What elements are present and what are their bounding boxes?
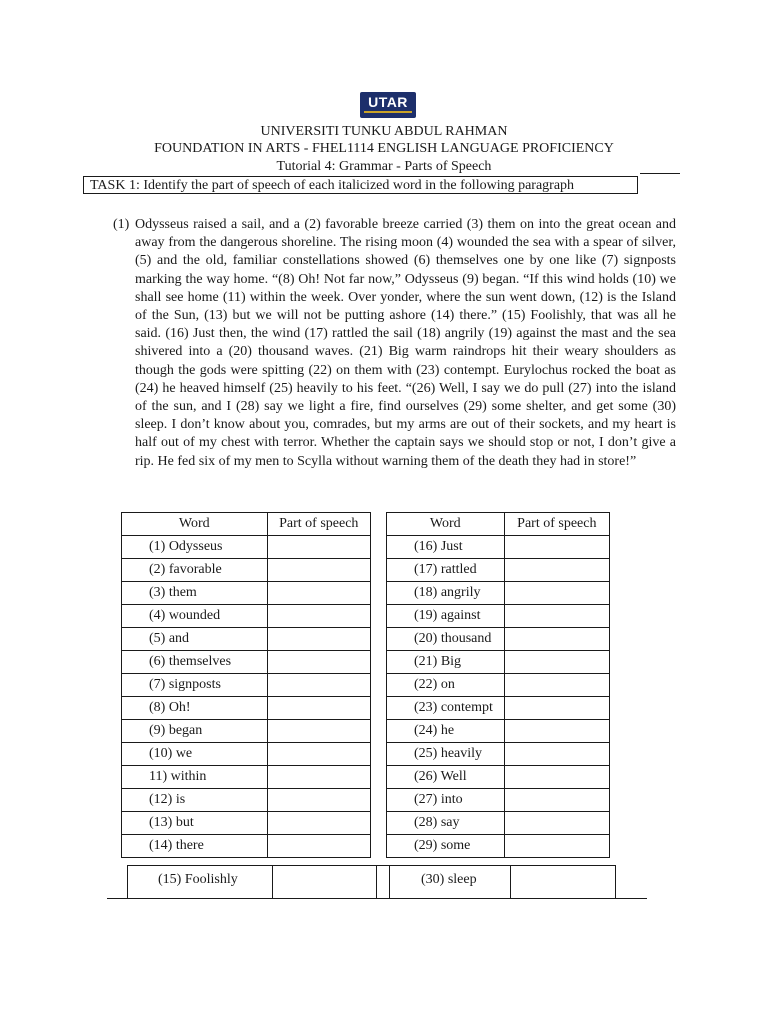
word-cell: (1) Odysseus <box>122 536 268 559</box>
answer-cell[interactable] <box>267 605 370 628</box>
word-cell: (10) we <box>122 743 268 766</box>
word-cell: (2) favorable <box>122 559 268 582</box>
word-cell: (8) Oh! <box>122 697 268 720</box>
word-cell: (26) Well <box>387 766 505 789</box>
table-row <box>387 536 610 559</box>
word-cell: (3) them <box>122 582 268 605</box>
word-cell: (16) Just <box>387 536 505 559</box>
answer-cell[interactable] <box>267 697 370 720</box>
table-row <box>387 766 610 789</box>
answer-cell[interactable] <box>267 720 370 743</box>
table-row <box>387 651 610 674</box>
word-header: Word <box>122 513 268 536</box>
tutorial-title: Tutorial 4: Grammar - Parts of Speech <box>276 159 492 174</box>
table-row <box>387 835 610 858</box>
word-cell: (17) rattled <box>387 559 505 582</box>
word-cell: (20) thousand <box>387 628 505 651</box>
table-row <box>122 582 371 605</box>
word-header: Word <box>387 513 505 536</box>
table-row <box>122 743 371 766</box>
table-row <box>387 697 610 720</box>
table-row <box>122 835 371 858</box>
table-row <box>122 812 371 835</box>
table-header-row <box>122 513 371 536</box>
answer-cell[interactable] <box>504 835 609 858</box>
word-cell: (18) angrily <box>387 582 505 605</box>
table-row <box>387 720 610 743</box>
extra-spacer-cell <box>376 865 390 899</box>
answer-cell[interactable] <box>504 789 609 812</box>
utar-logo <box>360 92 416 118</box>
table-header-row <box>387 513 610 536</box>
word-cell: (5) and <box>122 628 268 651</box>
word-cell: (21) Big <box>387 651 505 674</box>
answer-cell[interactable] <box>267 743 370 766</box>
course-title: FOUNDATION IN ARTS - FHEL1114 ENGLISH LANGUAGE PROFICIENCY <box>154 141 614 156</box>
answer-cell[interactable] <box>504 743 609 766</box>
answer-cell[interactable] <box>267 835 370 858</box>
word-cell: (6) themselves <box>122 651 268 674</box>
word-cell: (14) there <box>122 835 268 858</box>
table-row <box>122 789 371 812</box>
exercise-paragraph: Odysseus raised a sail, and a (2) favorable breeze carried (3) them on into the great ocean and away from the dangerous shoreline. The rising moon (4) wounded the sea with a spear of silver, (5) and the old, familiar constellations showed (6) themselves one by one like (7) signposts marking the way home. “(8) Oh! Not far now,” Odysseus (9) began. “If this wind holds (10) we shall see home (11) within the week. Over yonder, where the sun went down, (12) is the Island of the Sun, (13) but we will not be putting ashore (14) there.” (15) Foolishly, that was all he said. (16) Just then, the wind (17) rattled the sail (18) angrily (19) against the mast and the sea shivered into a (20) thousand waves. (21) Big warm raindrops hit their weary shoulders as though the gods were spitting (22) on them with (23) contempt. Eurylochus rocked the boat as (24) he heaved himself (25) heavily to his feet. “(26) Well, I say we do pull (27) into the island of the sun, and I (28) say we light a fire, find ourselves (29) some shelter, and get some (30) sleep. I don’t know about you, comrades, but my arms are out of their sockets, and my heart is half out of my chest with terror. Whether the captain says we should stop or not, I don’t give a rip. He fed six of my men to Scylla without warning them of the death they had in store!” <box>135 217 676 469</box>
paragraph-number: (1) <box>113 217 130 232</box>
word-cell: (25) heavily <box>387 743 505 766</box>
word-cell: (4) wounded <box>122 605 268 628</box>
word-cell: 11) within <box>122 766 268 789</box>
table-row <box>122 651 371 674</box>
pos-header: Part of speech <box>267 513 370 536</box>
table-row <box>122 720 371 743</box>
word-cell: (13) but <box>122 812 268 835</box>
table-row <box>387 628 610 651</box>
answer-cell[interactable] <box>267 651 370 674</box>
answer-cell[interactable] <box>267 674 370 697</box>
answer-cell[interactable] <box>267 559 370 582</box>
word-cell: (29) some <box>387 835 505 858</box>
table-row <box>387 743 610 766</box>
word-cell: (28) say <box>387 812 505 835</box>
table-row <box>387 789 610 812</box>
word-cell: (9) began <box>122 720 268 743</box>
right-word-table <box>386 512 610 858</box>
logo-text: UTAR <box>368 94 408 110</box>
table-row <box>122 766 371 789</box>
table-row <box>122 536 371 559</box>
answer-cell[interactable] <box>504 766 609 789</box>
extra-answer-cell-right[interactable] <box>510 865 616 899</box>
table-row <box>122 628 371 651</box>
answer-cell[interactable] <box>267 812 370 835</box>
word-cell: (23) contempt <box>387 697 505 720</box>
word-cell: (7) signposts <box>122 674 268 697</box>
answer-cell[interactable] <box>267 536 370 559</box>
answer-cell[interactable] <box>504 582 609 605</box>
word-cell: (12) is <box>122 789 268 812</box>
word-cell: (22) on <box>387 674 505 697</box>
extra-answer-cell-left[interactable] <box>272 865 377 899</box>
answer-cell[interactable] <box>267 628 370 651</box>
word-cell: (19) against <box>387 605 505 628</box>
answer-cell[interactable] <box>267 766 370 789</box>
logo-stripe <box>364 111 412 113</box>
answer-cell[interactable] <box>504 536 609 559</box>
left-word-table <box>121 512 371 858</box>
answer-cell[interactable] <box>504 812 609 835</box>
task-instruction: TASK 1: Identify the part of speech of each italicized word in the following paragraph <box>83 176 638 194</box>
table-row <box>387 674 610 697</box>
extra-word-cell-right: (30) sleep <box>389 865 511 899</box>
answer-cell[interactable] <box>267 789 370 812</box>
answer-cell[interactable] <box>504 697 609 720</box>
answer-cell[interactable] <box>504 651 609 674</box>
table-row <box>387 605 610 628</box>
table-row <box>122 605 371 628</box>
answer-cell[interactable] <box>504 674 609 697</box>
pos-header: Part of speech <box>504 513 609 536</box>
word-cell: (24) he <box>387 720 505 743</box>
answer-cell[interactable] <box>504 559 609 582</box>
answer-cell[interactable] <box>504 720 609 743</box>
table-row <box>122 674 371 697</box>
bottom-rule <box>107 898 647 899</box>
extra-word-cell-left: (15) Foolishly <box>127 865 273 899</box>
header-rule <box>640 173 680 174</box>
table-row <box>387 812 610 835</box>
table-row <box>387 559 610 582</box>
answer-cell[interactable] <box>267 582 370 605</box>
university-title: UNIVERSITI TUNKU ABDUL RAHMAN <box>260 124 508 139</box>
answer-cell[interactable] <box>504 628 609 651</box>
answer-cell[interactable] <box>504 605 609 628</box>
table-row <box>122 697 371 720</box>
word-cell: (27) into <box>387 789 505 812</box>
table-row <box>387 582 610 605</box>
table-row <box>122 559 371 582</box>
